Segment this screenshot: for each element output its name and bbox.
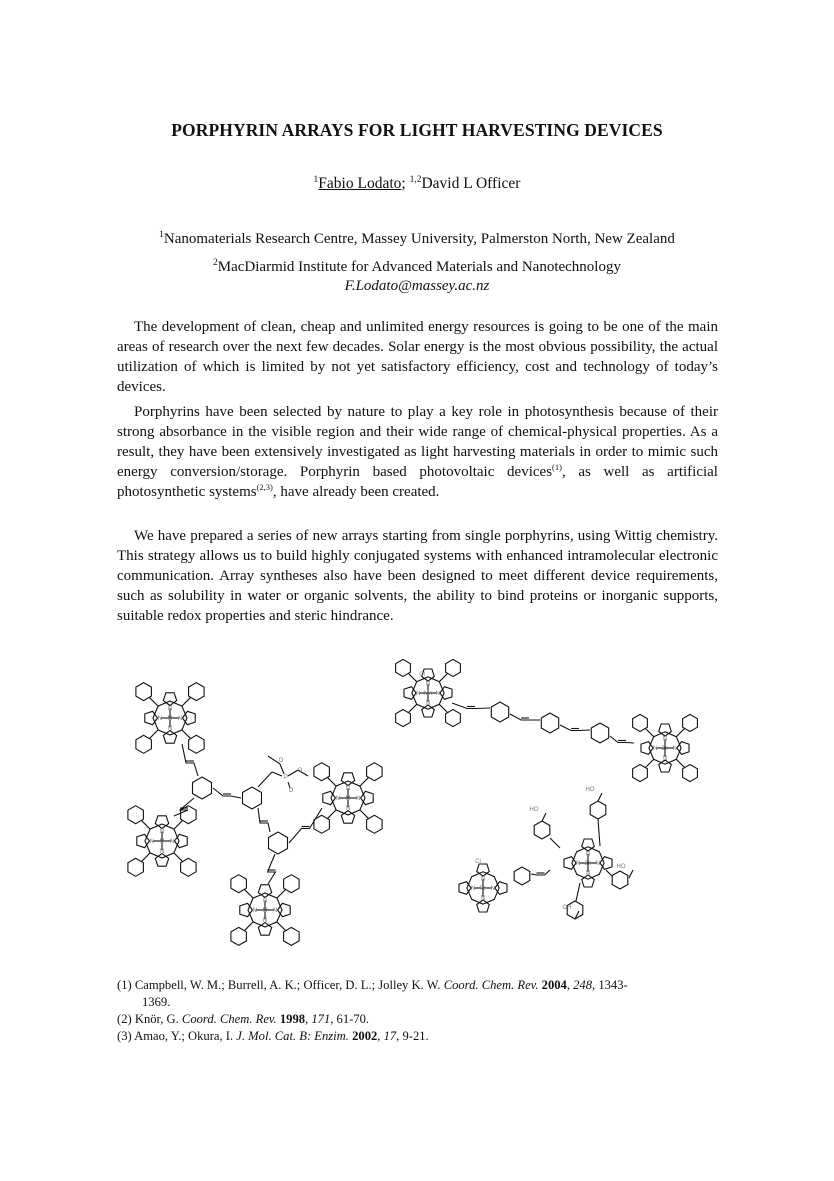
bond (439, 704, 447, 712)
reference-1-number: (1) (117, 978, 132, 992)
reference-1-authors: Campbell, W. M.; Burrell, A. K.; Officer, D. L.; Jolley K. W. (134, 978, 441, 992)
vinyl-linker (289, 808, 322, 843)
bond (141, 853, 150, 862)
reference-2: (2) Knör, G. Coord. Chem. Rev. 1998, 171, 61-70. (117, 1012, 370, 1026)
phenyl-ring (128, 858, 143, 876)
chemical-structures-drawing (110, 648, 730, 953)
citation-2-3[interactable]: (2,3) (256, 482, 273, 492)
nitrogen-label: N (159, 828, 165, 835)
author-separator: ; (401, 175, 410, 192)
paragraph-2-text-b: , as well as artificial photosynthetic systems (117, 464, 718, 500)
nitrogen-label: N (662, 736, 668, 743)
chloride-label: Cl (475, 859, 481, 865)
phenyl-ring (128, 806, 143, 824)
affiliation-2-mark: 2 (213, 258, 218, 268)
phenyl-ring (491, 702, 508, 722)
author-line (0, 175, 834, 193)
chemical-structures-figure (110, 648, 730, 953)
phenyl-ring (193, 777, 212, 799)
references-list (117, 977, 717, 1045)
nitrogen-label: N (167, 705, 173, 712)
reference-3-pages: 9-21. (402, 1029, 429, 1043)
oxygen-label: O (278, 758, 284, 764)
reference-2-authors: Knör, G. (134, 1012, 179, 1026)
nitrogen-label: N (356, 796, 361, 802)
paragraph-2-text-c: , have already been created. (272, 484, 440, 500)
carboxyl-bond (598, 793, 602, 801)
phenyl-ring (396, 659, 411, 676)
oxygen-label: O (297, 768, 303, 774)
reference-1-volume: 248 (573, 978, 593, 992)
bond (327, 810, 336, 819)
nitrogen-label: N (425, 681, 431, 688)
reference-3-year: 2002 (352, 1029, 378, 1043)
bond (182, 730, 191, 739)
metal-label: Zn (584, 861, 592, 867)
bond (141, 820, 150, 829)
reference-1-pages-continued: 1369. (142, 995, 171, 1009)
phenyl-ring (541, 713, 558, 733)
bond (174, 853, 183, 862)
bond (676, 759, 684, 767)
phenyl-ring (136, 683, 152, 701)
phenyl-ring (189, 683, 205, 701)
reference-3-volume: 17 (383, 1029, 397, 1043)
phenyl-ring (514, 867, 530, 885)
affiliation-2-text: MacDiarmid Institute for Advanced Materials and Nanotechnology (217, 259, 621, 275)
nitrogen-label: N (585, 870, 591, 877)
phenyl-ring (367, 815, 383, 833)
bond (408, 704, 416, 712)
vinyl-linker (268, 854, 276, 884)
phenyl-ring (683, 714, 698, 731)
metal-label: M (167, 716, 173, 722)
phenyl-ring (189, 735, 205, 753)
nitrogen-label: N (585, 851, 591, 858)
nitrogen-label: N (273, 908, 278, 914)
hydroxyl-label: HO (529, 807, 539, 813)
reference-2-pages: 61-70. (336, 1012, 370, 1026)
author-2-name: David L Officer (421, 175, 521, 192)
bond (149, 730, 158, 739)
vinyl-linker (213, 788, 241, 798)
nitrogen-label: N (345, 785, 351, 792)
vinyl-linker (452, 703, 490, 709)
phenyl-ring (534, 821, 550, 839)
paragraph-2-text-a: Porphyrins have been selected by nature to play a key role in photosynthesis because of their strong absorbance in the visible region and their wide range of chemical-physical properties. As a result, they have been extensively investigated as light harvesting materials in order to mimic such energy conversion/storage. Porphyrin based photovoltaic devices (117, 404, 718, 480)
author-1-name: Fabio Lodato (318, 175, 402, 192)
hydroxyl-label: OH (562, 905, 572, 911)
bond (280, 764, 284, 774)
hydroxyl-label: HO (616, 864, 626, 870)
reference-3-journal: J. Mol. Cat. B: Enzim. (236, 1029, 349, 1043)
nitrogen-label: N (672, 746, 677, 752)
phenyl-ring (446, 710, 461, 727)
reference-1-year: 2004 (541, 978, 567, 992)
reference-2-year: 1998 (279, 1012, 306, 1026)
nitrogen-label: N (435, 691, 440, 697)
phenyl-ring (181, 858, 197, 876)
bond (277, 889, 286, 898)
nitrogen-label: N (252, 908, 257, 914)
phenyl-ring (612, 871, 628, 889)
bond (606, 870, 612, 876)
vinyl-linker (510, 714, 540, 720)
bond (244, 889, 253, 898)
contact-email[interactable]: F.Lodato@massey.ac.nz (344, 278, 490, 294)
phenyl-ring (633, 765, 648, 782)
phenyl-ring (367, 763, 383, 781)
metal-label: Fe (479, 886, 487, 892)
reference-3-authors: Amao, Y.; Okura, I. (134, 1029, 234, 1043)
vinyl-linker (258, 808, 270, 832)
bond (645, 728, 653, 736)
nitrogen-label: N (595, 861, 600, 867)
bond (645, 759, 653, 767)
vinyl-linker (560, 725, 590, 731)
phenyl-ring (284, 875, 300, 893)
phenyl-ring (231, 927, 247, 945)
nitrogen-label: N (471, 886, 476, 892)
nitrogen-label: N (653, 746, 658, 752)
nitrogen-label: N (149, 839, 154, 845)
vinyl-linker (610, 736, 634, 743)
phenyl-ring (231, 875, 247, 893)
bond (576, 883, 580, 901)
nitrogen-label: N (262, 918, 268, 925)
phenyl-ring (243, 787, 262, 809)
bond (550, 838, 560, 848)
affiliation-2 (0, 258, 834, 276)
metal-label: M (262, 908, 268, 914)
reference-2-volume: 171 (311, 1012, 331, 1026)
phenyl-ring (683, 765, 698, 782)
phenyl-ring (269, 832, 288, 854)
bond (174, 820, 183, 829)
chloride-label: Cl (419, 672, 425, 678)
bond (360, 777, 369, 786)
reference-2-number: (2) (117, 1012, 132, 1026)
bond (598, 819, 600, 846)
metal-label: M (345, 796, 351, 802)
bond (360, 810, 369, 819)
bond (182, 697, 191, 706)
body-paragraph-1: The development of clean, cheap and unlimited energy resources is going to be one of the main areas of research over the next few decades. Solar energy is the most obvious possibility, the actual utilization of which is limited by not yet satisfactory efficiency, cost and technology of today’s devices. (117, 319, 718, 395)
bond (439, 673, 447, 681)
carboxyl-bond (542, 813, 546, 821)
nitrogen-label: N (262, 897, 268, 904)
metal-label: Mn (423, 691, 433, 697)
metal-label: M (159, 839, 165, 845)
affiliation-1-mark: 1 (159, 230, 164, 240)
reference-3: (3) Amao, Y.; Okura, I. J. Mol. Cat. B: Enzim. 2002, 17, 9-21. (117, 1029, 429, 1043)
vinyl-linker (182, 744, 198, 776)
nitrogen-label: N (345, 806, 351, 813)
reference-2-journal: Coord. Chem. Rev. (181, 1012, 277, 1026)
bond (277, 922, 286, 931)
phenyl-ring (284, 927, 300, 945)
nitrogen-label: N (170, 839, 175, 845)
body-paragraph-3: We have prepared a series of new arrays starting from single porphyrins, using Wittig chemistry. This strategy allows us to build highly conjugated systems with enhanced intramolecular electronic communication. Array syntheses also have been designed to meet different device requirements, such as solubility in water or organic solvents, the ability to bind proteins or inorganic supports, suitable redox properties and steric hindrance. (117, 528, 718, 624)
carboxyl-bond (629, 870, 633, 878)
hydroxyl-label: HO (585, 787, 595, 793)
nitrogen-label: N (480, 876, 486, 883)
bond (244, 922, 253, 931)
citation-1[interactable]: (1) (552, 462, 562, 472)
phenyl-ring (591, 723, 608, 743)
affiliation-1 (0, 230, 834, 248)
bond (288, 770, 298, 776)
phenyl-ring (446, 659, 461, 676)
bond (676, 728, 684, 736)
phenyl-ring (136, 735, 152, 753)
oxygen-label: O (288, 788, 294, 794)
reference-1: (1) Campbell, W. M.; Burrell, A. K.; Officer, D. L.; Jolley K. W. Coord. Chem. Rev. 2004, 248, 1343- 1369. (117, 977, 717, 1011)
bond (258, 772, 272, 787)
phenyl-ring (314, 763, 330, 781)
reference-3-number: (3) (117, 1029, 132, 1043)
bond (408, 673, 416, 681)
phenyl-ring (396, 710, 411, 727)
nitrogen-label: N (662, 755, 668, 762)
nitrogen-label: N (335, 796, 340, 802)
author-2-affiliation-mark: 1,2 (409, 175, 422, 185)
nitrogen-label: N (167, 726, 173, 733)
metal-label: Zn (661, 746, 669, 752)
nitrogen-label: N (425, 700, 431, 707)
bond (272, 772, 282, 776)
nitrogen-label: N (576, 861, 581, 867)
nitrogen-label: N (159, 849, 165, 856)
phenyl-ring (633, 714, 648, 731)
affiliation-1-text: Nanomaterials Research Centre, Massey University, Palmerston North, New Zealand (163, 231, 675, 247)
phosphorus-label: P (283, 775, 289, 781)
body-paragraph-2 (117, 402, 718, 502)
nitrogen-label: N (416, 691, 421, 697)
nitrogen-label: N (490, 886, 495, 892)
bond (149, 697, 158, 706)
bond (327, 777, 336, 786)
nitrogen-label: N (480, 895, 486, 902)
phenyl-ring (590, 801, 606, 819)
author-1-affiliation-mark: 1 (313, 175, 319, 185)
paper-title: PORPHYRIN ARRAYS FOR LIGHT HARVESTING DEVICES (171, 120, 663, 140)
reference-1-journal: Coord. Chem. Rev. (443, 978, 539, 992)
nitrogen-label: N (178, 716, 183, 722)
nitrogen-label: N (157, 716, 162, 722)
reference-1-pages: 1343- (598, 978, 628, 992)
